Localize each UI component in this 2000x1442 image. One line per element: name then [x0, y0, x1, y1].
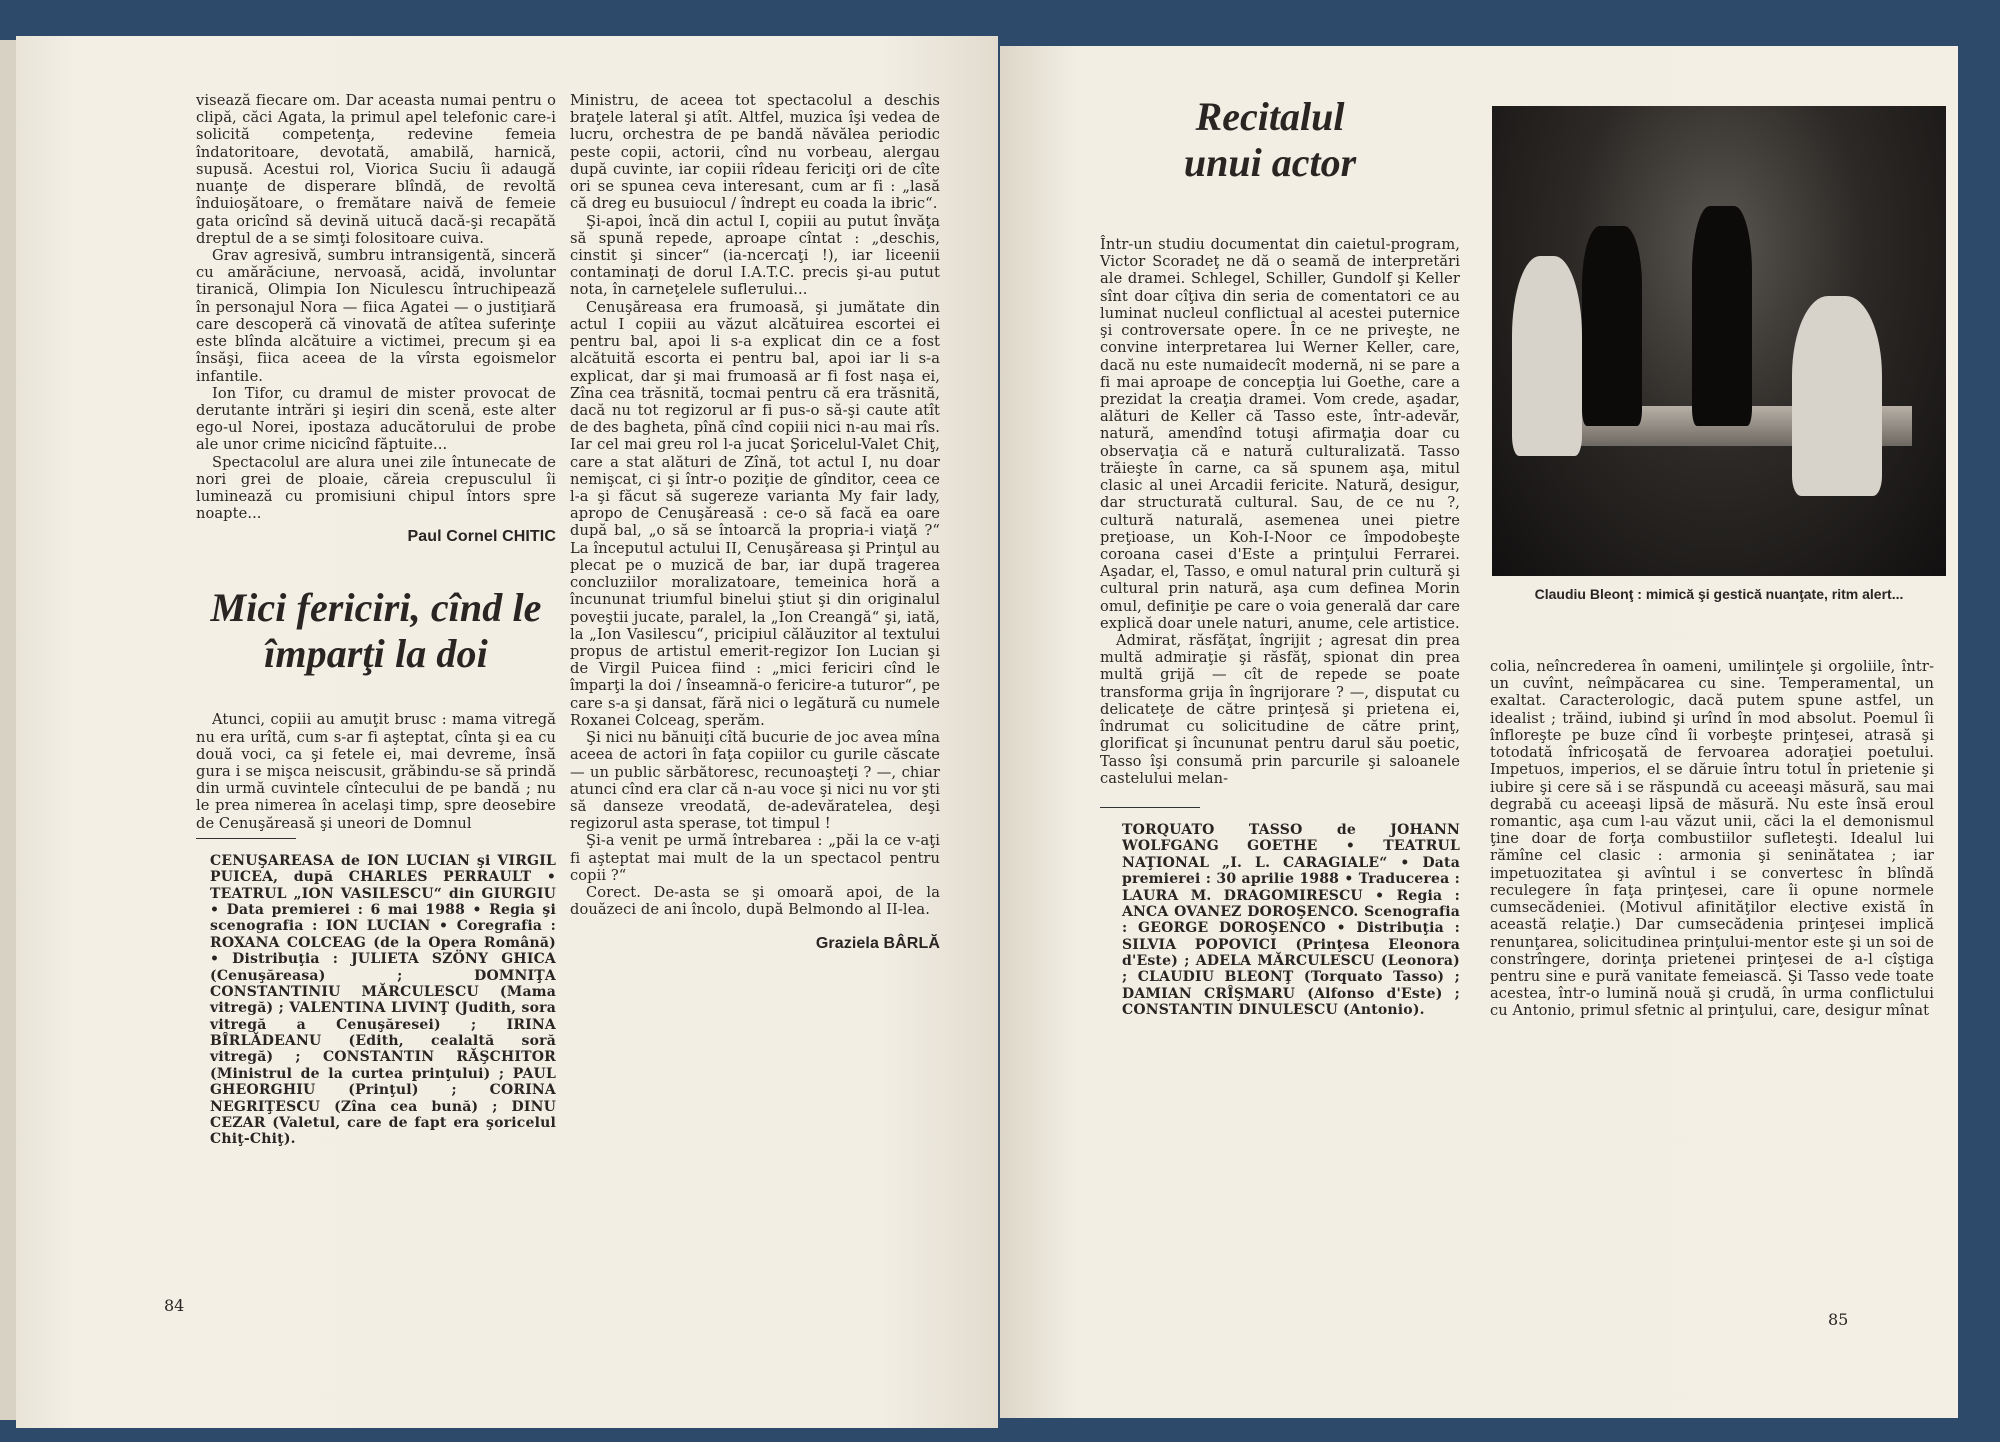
article2-signature: Graziela BÂRLĂ — [815, 934, 940, 952]
left-col2-paragraph: Corect. De-asta se şi omoară apoi, de la douăzeci de ani încolo, după Belmondo al II-lea. — [570, 884, 940, 919]
article2-credits: CENUŞAREASA de ION LUCIAN şi VIRGIL PUICEA, după CHARLES PERRAULT • TEATRUL „ION VASILESCU“ din GIURGIU • Data premierei : 6 mai 1988 • Regia şi scenografia : ION LUCIAN • Coregrafia : ROXANA COLCEAG (de la Opera Română) • Distribuţia : JULIETA SZÖNY GHICA (Cenuşăreasa) ; DOMNIŢA CONSTANTINIU MĂRCULESCU (Mama vitregă) ; VALENTINA LIVINŢ (Judith, sora vitregă a Cenuşăresei) ; IRINA BÎRLĂDEANU (Edith, cealaltă soră vitregă) ; CONSTANTIN RĂŞCHITOR (Ministrul de la curtea prinţului) ; PAUL GHEORGHIU (Prinţul) ; CORINA NEGRIŢESCU (Zîna cea bună) ; DINU CEZAR (Valetul, care de fapt era şoricelul Chiţ-Chiţ). — [210, 852, 556, 1148]
right-page — [1000, 46, 1958, 1418]
article3-credits: TORQUATO TASSO de JOHANN WOLFGANG GOETHE • TEATRUL NAŢIONAL „I. L. CARAGIALE“ • Data premierei : 30 aprilie 1988 • Traducerea : LAURA M. DRAGOMIRESCU • Regia : ANCA OVANEZ DOROŞENCO. Scenografia : GEORGE DOROŞENCO • Distribuţia : SILVIA POPOVICI (Prinţesa Eleonora d'Este) ; ADELA MĂRCULESCU (Leonora) ; CLAUDIU BLEONŢ (Torquato Tasso) ; DAMIAN CRÎŞMARU (Alfonso d'Este) ; CONSTANTIN DINULESCU (Antonio). — [1122, 822, 1460, 1019]
photo-figure — [1792, 296, 1882, 496]
page-number-left: 84 — [164, 1296, 185, 1315]
left-col1-paragraph: Grav agresivă, sumbru intransigentă, sinceră cu amărăciune, nervoasă, acidă, involuntar tiranică, Olimpia Ion Niculescu întruchipează în personajul Nora — fiica Agatei — o justiţiară care descoperă că vinovată de atîtea suferinţe este blînda alcătuire a victimei, precum şi ea însăşi, fiica aceea de la vîrsta egoismelor infantile. — [196, 246, 556, 385]
article3-title-line2: unui actor — [1183, 140, 1357, 185]
left-column-1 — [196, 92, 556, 1148]
left-col2-paragraph: Şi-a venit pe urmă întrebarea : „păi la ce v-aţi fi aşteptat mai mult de la un spectacol pentru copii ?“ — [570, 832, 940, 884]
left-col1-paragraph: Ion Tifor, cu dramul de mister provocat de derutante intrări şi ieşiri din scenă, este alter ego-ul Norei, ipostaza aducătorului de probe ale unor crime nicicînd făptuite... — [196, 384, 556, 454]
left-page — [16, 36, 998, 1428]
article3-title — [1060, 94, 1480, 186]
article2-title-line2: împarţi la doi — [264, 631, 488, 677]
photo-figure — [1692, 206, 1752, 426]
left-col2-paragraph: Şi-apoi, încă din actul I, copiii au putut învăţa să spună repede, aproape cîntat : „deschis, cinstit şi sincer“ (ia-ncercaţi !), iar liceenii contaminaţi de dorul I.A.T.C. precis şi-au putut nota, în carneţelele suflетului... — [570, 212, 940, 299]
left-col2-paragraph: Ministru, de aceea tot spectacolul a deschis braţele lateral şi atît. Altfel, muzica îşi vedea de lucru, orchestra de pe bandă năvălea periodic peste copii, actorii, cînd nu vorbeau, alergau după cuvinte, iar copiii rîdeau fericiţi ori de cîte ori se spunea ceva interesant, cum ar fi : „lasă că dreg eu busuiocul / îndrept eu coada la ibric“. — [570, 92, 940, 213]
credits-divider — [196, 838, 296, 839]
photo-figure — [1512, 256, 1582, 456]
article2-paragraph: Atunci, copiii au amuţit brusc : mama vitregă nu era urîtă, cum s-ar fi aşteptat, cînta şi ea cu două voci, ca şi fetele ei, mai devreme, însă gura i se mişca neiscusit, grăbindu-se să prindă din urmă cuvintele cîntecului de pe bandă ; nu le prea nimerea în acelaşi timp, spre deosebire de Cenuşăreasă şi uneori de Domnul — [196, 711, 556, 832]
left-col1-paragraph: Spectacolul are alura unei zile întunecate de nori grei de ploaie, căreia crepusculul îi luminează cu promisiuni chipul întors spre noapte... — [196, 453, 556, 523]
right-column-1 — [1100, 236, 1460, 1019]
page-number-right: 85 — [1828, 1310, 1849, 1329]
article2-title-line1: Mici fericiri, cînd le — [210, 585, 542, 631]
left-col2-paragraph: Şi nici nu bănuiţi cîtă bucurie de joc avea mîna aceea de actori în faţa copiilor cu gurile căscate — un public sărbătoresc, recunoaşteţi ? —, chiar atunci cînd era clar că n-au voce şi nici nu vor şti să danseze vreodată, de-adevăratelea, deşi regizorul asta sperase, tot timpul ! — [570, 729, 940, 833]
right-col1-paragraph: Admirat, răsfăţat, îngrijit ; agresat din prea multă admiraţie şi răsfăţ, spionat din prea multă grijă — cît de repede se poate transforma grija în îngrijorare ? —, disputat cu delicateţe de către prinţesă şi prietena ei, îndrumat cu solicitudine de către prinţ, glorificat şi încununat pentru darul său poetic, Tasso îşi consumă prin parcurile şi saloanele castelului melan- — [1100, 632, 1460, 787]
credits-divider — [1100, 807, 1200, 808]
article2-title — [196, 585, 556, 677]
left-column-2 — [570, 92, 940, 953]
left-col2-paragraph: Cenuşăreasa era frumoasă, şi jumătate din actul I copiii au văzut alcătuirea escortei ei pentru bal, apoi li s-a explicat din ce a fost alcătuită escorta ei pentru bal, apoi iar li s-a explicat, dar şi mai frumoasă ar fi fost naşa ei, Zîna cea trăsnită, tocmai pentru că era trăsnită, dacă nu tot regizorul ar fi pus-o să-şi caute atît de des bagheta, pînă cînd copiii nici n-au mai rîs. Iar cel mai greu rol l-a jucat Şoricelul-Valet Chiţ, care a stat alături de Zînă, tot actul I, nu doar nemişcat, ci şi într-o poziţie de gînditor, ceea ce l-a şi făcut să sugereze varianta My fair lady, apropo de Cenuşăreasă : ce-o să facă ea oare după bal, „o să se întoarcă la propria-i viaţă ?“ La începutul actului II, Cenuşăreasa şi Prinţul au plecat pe o muzică de bar, iar după tragerea concluziilor moralizatoare, temeinica horă a încununat triumful binelui ştiut şi din originalul poveştii jucate, paralel, la „Ion Creangă“ şi, iată, la „Ion Vasilescu“, pricipiul călăuzitor al textului propus de artistul emerit-regizor Ion Lucian şi de Virgil Puicea fiind : „mici fericiri cînd le împarţi la doi / înseamnă-o fericire-a tuturor“, pe care s-a şi dansat, fără nici o legătură cu numele Roxanei Colceag, sperăm. — [570, 298, 940, 729]
left-col1-paragraph: visează fiecare om. Dar aceasta numai pentru o clipă, căci Agata, la primul apel telefonic care-i solicită competenţa, redevine femeia îndatoritoare, devotată, amabilă, harnică, supusă. Acestui rol, Viorica Suciu îi adaugă nuanţe de disperare blîndă, de revoltă înduioşătoare, o fremătare naivă de femeie gata oricînd să devină uitucă dacă-şi recapătă dreptul de a se simţi folositoare cuiva. — [196, 92, 556, 247]
photo-figure — [1582, 226, 1642, 426]
article1-signature: Paul Cornel CHITIC — [407, 528, 556, 546]
article3-title-line1: Recitalul — [1195, 94, 1345, 139]
stage-photo — [1492, 106, 1946, 576]
right-col2-paragraph: colia, neîncrederea în oameni, umilinţele şi orgoliile, într-un cuvînt, neîmpăcarea cu sine. Temperamental, un exaltat. Caracterologic, dacă putem spune astfel, un idealist ; trăind, iubind şi urînd în mod absolut. Poemul îi înfloreşte pe buze cînd îi vorbeşte prinţesei, atrasă şi totodată înfricoşată de fervoarea adoraţiei poetului. Impetuos, imperios, el se dăruie întru totul în prietenie şi iubire şi cere să i se răspundă cu aceeaşi măsură, sau mai degrabă cu aceeaşi lipsă de măsură. Nu este însă eroul romantic, aşa cum l-au văzut unii, căci la el demonismul ţine doar de forţa combustiilor sufleteşti. Idealul lui rămîne cel clasic : armonia şi seninătatea ; iar impetuozitatea şi avîntul i se convertesc în blîndă reculegere în faţa prinţesei, care îi opune normele cumsecădeniei. (Motivul afinităţilor elective există în această relaţie.) Dar cumsecădenia prinţesei implică renunţarea, solicitudinea prinţului-mentor este şi un soi de constrîngere, dorinţa prietenei prinţesei de a-l cîştiga pentru sine e pură vanitate femeiască. Şi Tasso vede toate acestea, într-o lumină nouă şi crudă, în urma conflictului cu Antonio, primul sfetnic al prinţului, care, desigur mînat — [1490, 658, 1934, 1020]
right-column-2 — [1490, 658, 1934, 1020]
photo-caption: Claudiu Bleonţ : mimică şi gestică nuanţate, ritm alert... — [1534, 586, 1904, 602]
right-col1-paragraph: Într-un studiu documentat din caietul-program, Victor Scoradeţ ne dă o seamă de interpretări ale dramei. Schlegel, Schiller, Gundolf şi Keller sînt doar cîţiva din seria de comentatori ce au luminat nucleul conflictual al acestei puternice şi controversate opere. În ce ne priveşte, ne convine interpretarea lui Werner Keller, care, dacă nu este numaidecît modernă, ni se pare a fi mai aproape de concepţia lui Goethe, care a prezidat la creaţia dramei. Vom crede, aşadar, alături de Keller că Tasso este, într-adevăr, natură, amendînd totuşi afirmaţia doar cu observaţia că e natură culturalizată. Tasso trăieşte în carne, ca să spunem aşa, mitul clasic al unei Arcadii fericite. Natură, desigur, dar structurată cultural. Sau, de ce nu ?, cultură naturală, asemenea unei pietre preţioase, un Koh-I-Noor ce împodobeşte coroana casei d'Este a prinţului Ferrarei. Aşadar, el, Tasso, e omul natural prin cultură şi cultural prin natură, aşa cum definea Morin omul, definiţie pe care o voia generală dar care explică doar unele naturi, anume, cele artistice. — [1100, 236, 1460, 632]
